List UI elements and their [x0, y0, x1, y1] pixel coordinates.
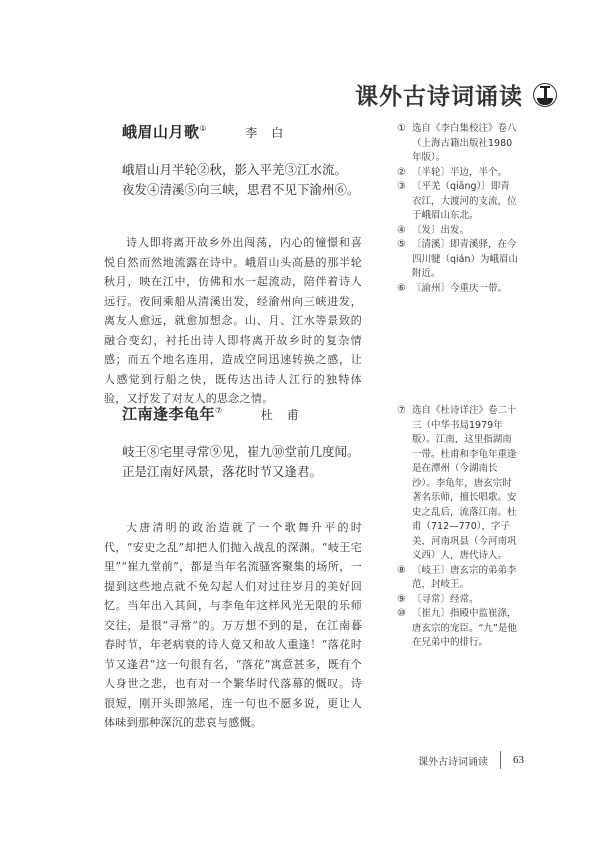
section-title: 课外古诗词诵读 — [355, 84, 523, 110]
footer-divider — [500, 751, 501, 769]
footnote: ⑦ 选自《杜诗详注》卷二十三（中华书局1979年版）。江南，这里指湖南一带。杜甫和李龟年重逢是在潭州（今湖南长沙）。李龟年，唐玄宗时著名乐师，擅长唱歌。安史之乱后，流落江南。杜甫（712—770），字子美，河南巩县（今河南巩义西）人，唐代诗人。 — [397, 405, 517, 561]
poem-title: 峨眉山月歌① — [122, 123, 208, 141]
running-title: 课外古诗词诵读 — [418, 756, 488, 768]
footnote: ③ 〔平羌（qiāng）〕即青衣江，大渡河的支流，位于峨眉山东北。 — [397, 181, 517, 221]
poem-lines — [122, 160, 360, 200]
footnote: ④ 〔发〕出发。 — [397, 224, 470, 236]
page-number: 63 — [513, 754, 524, 766]
section-header — [355, 78, 557, 111]
poem-line: 正是江南好风景，落花时节又逢君。 — [122, 464, 323, 479]
poem-title: 江南逢李龟年⑦ — [122, 405, 223, 423]
footnote-ref: ① — [199, 124, 208, 133]
footnote: ② 〔半轮〕半边，半个。 — [397, 166, 508, 178]
poem-2 — [122, 403, 360, 482]
poem-1-commentary — [104, 233, 362, 409]
book-volume-icon — [533, 83, 557, 107]
footnote: ⑩ 〔崔九〕指殿中监崔涤，唐玄宗的宠臣。“九”是他在兄弟中的排行。 — [397, 608, 517, 648]
footnote: ⑧ 〔岐王〕唐玄宗的弟弟李范，封岐王。 — [397, 564, 517, 590]
poem-1 — [122, 121, 360, 200]
poem-line: 岐王⑧宅里寻常⑨见，崔九⑩堂前几度闻。 — [122, 444, 360, 459]
footnote-ref: ⑦ — [215, 406, 223, 415]
commentary-paragraph: 大唐清明的政治造就了一个歌舞升平的时代，“安史之乱”却把人们抛入战乱的深渊。“岐王宅里”“崔九堂前”，都是当年名流骚客聚集的场所，一提到这些地点就不免勾起人们对过往岁月的美好回忆。当年出入其间，与李龟年这样风光无限的乐师交往，是很“寻常”的。万万想不到的是，在江南暮春时节，年老病衰的诗人竟又和故人重逢！“落花时节又逢君”这一句很有名，“落花”寓意甚多，既有个人身世之悲，也有对一个繁华时代落幕的慨叹。诗很短，刚开头即煞尾，连一句也不愿多说，更让人体味到那种深沉的悲哀与感慨。 — [104, 521, 362, 729]
poem-1-notes — [397, 122, 519, 296]
page-footer — [418, 751, 524, 769]
poem-author: 杜甫 — [260, 408, 313, 422]
poem-author: 李白 — [245, 126, 298, 140]
commentary-paragraph: 诗人即将离开故乡外出闯荡，内心的憧憬和喜悦自然而然地流露在诗中。峨眉山头高悬的那半轮秋月，映在江中，仿佛和水一起流动，陪伴着诗人远行。夜间乘船从清溪出发，经渝州向三峡进发，离友人愈远，就愈加想念。山、月、江水等景致的融合变幻，衬托出诗人即将离开故乡时的复杂情感；而五个地名连用，造成空间迅速转换之感，让人感觉到行船之快，既传达出诗人江行的独特体验，又抒发了对友人的思念之情。 — [104, 236, 362, 405]
footnote: ⑨ 〔寻常〕经常。 — [397, 593, 479, 605]
poem-lines — [122, 442, 360, 482]
poem-line: 峨眉山月半轮②秋，影入平羌③江水流。 — [122, 162, 348, 177]
footnote: ① 选自《李白集校注》卷八（上海古籍出版社1980年版）。 — [397, 123, 517, 163]
poem-line: 夜发④清溪⑤向三峡，思君不见下渝州⑥。 — [122, 182, 360, 197]
poem-2-notes — [397, 404, 519, 651]
footnote: ⑥ 〔渝州〕今重庆一带。 — [397, 282, 508, 294]
footnote: ⑤ 〔清溪〕即青溪驿，在今四川犍（qián）为峨眉山附近。 — [397, 239, 519, 279]
poem-2-commentary — [104, 518, 362, 733]
